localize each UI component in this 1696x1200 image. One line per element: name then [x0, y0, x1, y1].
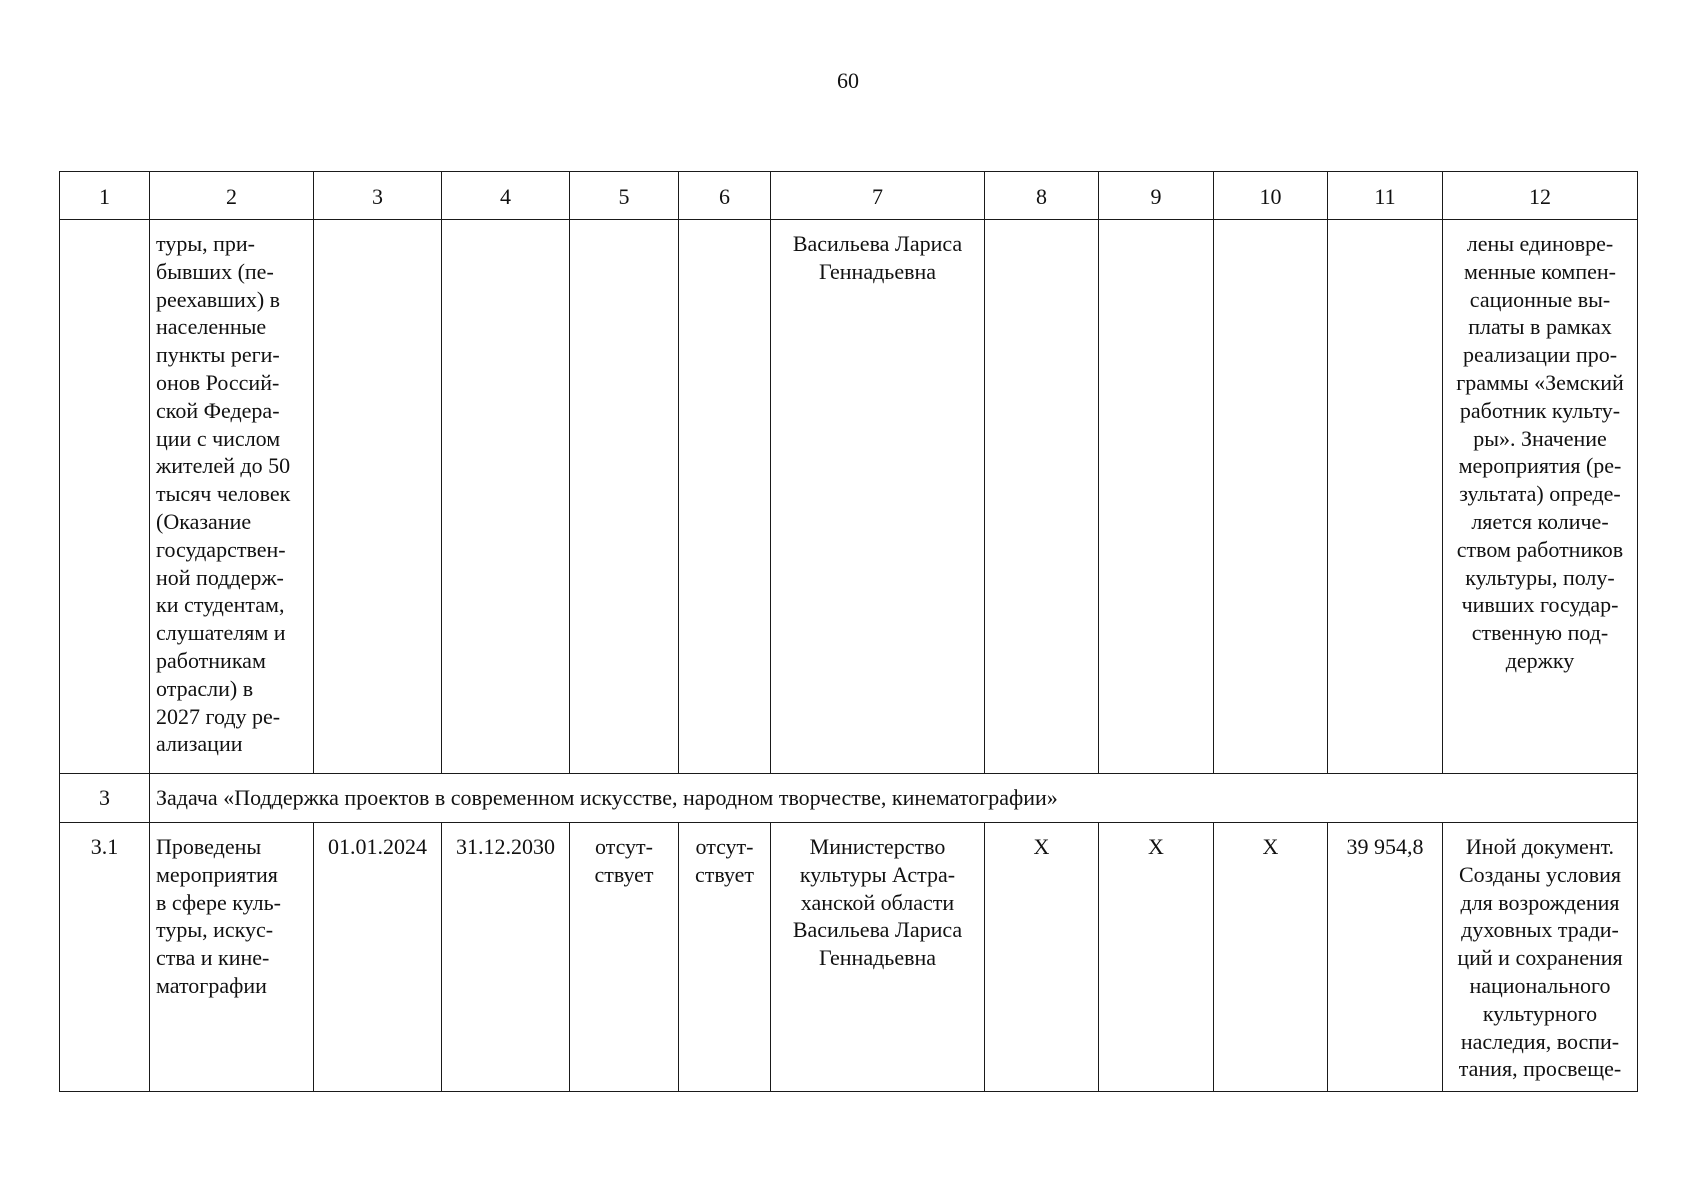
activity-name-cell: Проведены мероприятия в сфере куль- туры, искус- ства и кине- матографии	[150, 823, 314, 1092]
row-number-cell	[60, 220, 150, 774]
table-cell: Х	[1214, 823, 1328, 1092]
task-number-cell: 3	[60, 774, 150, 823]
header-cell: 6	[679, 172, 771, 220]
header-cell: 5	[570, 172, 679, 220]
header-cell: 7	[771, 172, 985, 220]
header-cell: 11	[1328, 172, 1443, 220]
table-row-continued	[60, 220, 1638, 774]
activities-table	[59, 171, 1638, 1092]
task-row	[60, 774, 1638, 823]
header-cell: 1	[60, 172, 150, 220]
amount-cell: 39 954,8	[1328, 823, 1443, 1092]
task-title-cell: Задача «Поддержка проектов в современном искусстве, народном творчестве, кинематографии»	[150, 774, 1638, 823]
table-cell	[679, 220, 771, 774]
header-row	[60, 172, 1638, 220]
table-cell	[1328, 220, 1443, 774]
activity-name-cell: туры, при- бывших (пе- реехавших) в населенные пункты реги- онов Россий- ской Федера- ции с числом жителей до 50 тысяч человек (Оказание государствен- ной поддерж- ки студентам, слушателям и работникам отрасли) в 2027 году ре- ализации	[150, 220, 314, 774]
responsible-cell: Министерство культуры Астра- ханской области Васильева Лариса Геннадьевна	[771, 823, 985, 1092]
header-cell: 12	[1443, 172, 1638, 220]
header-cell: 8	[985, 172, 1099, 220]
header-cell: 4	[442, 172, 570, 220]
responsible-cell: Васильева Лариса Геннадьевна	[771, 220, 985, 774]
table-cell	[985, 220, 1099, 774]
table-cell	[1099, 220, 1214, 774]
table-cell: отсут- ствует	[679, 823, 771, 1092]
header-cell: 9	[1099, 172, 1214, 220]
header-cell: 10	[1214, 172, 1328, 220]
table-cell: отсут- ствует	[570, 823, 679, 1092]
table-row	[60, 823, 1638, 1092]
description-cell: лены единовре- менные компен- сационные вы- платы в рамках реализации про- граммы «Земский работник культу- ры». Значение мероприятия (ре- зультата) опреде- ляется количе- ством работников культуры, полу- чивших государ- ственную под- держку	[1443, 220, 1638, 774]
table-cell	[442, 220, 570, 774]
table-cell	[314, 220, 442, 774]
row-number-cell: 3.1	[60, 823, 150, 1092]
table-cell	[1214, 220, 1328, 774]
start-date-cell: 01.01.2024	[314, 823, 442, 1092]
table-cell: Х	[985, 823, 1099, 1092]
table-cell: Х	[1099, 823, 1214, 1092]
header-cell: 3	[314, 172, 442, 220]
description-cell: Иной документ. Созданы условия для возрождения духовных тради- ций и сохранения национального культурного наследия, воспи- тания, просвеще-	[1443, 823, 1638, 1092]
page-number: 60	[837, 68, 859, 93]
end-date-cell: 31.12.2030	[442, 823, 570, 1092]
table-cell	[570, 220, 679, 774]
header-cell: 2	[150, 172, 314, 220]
